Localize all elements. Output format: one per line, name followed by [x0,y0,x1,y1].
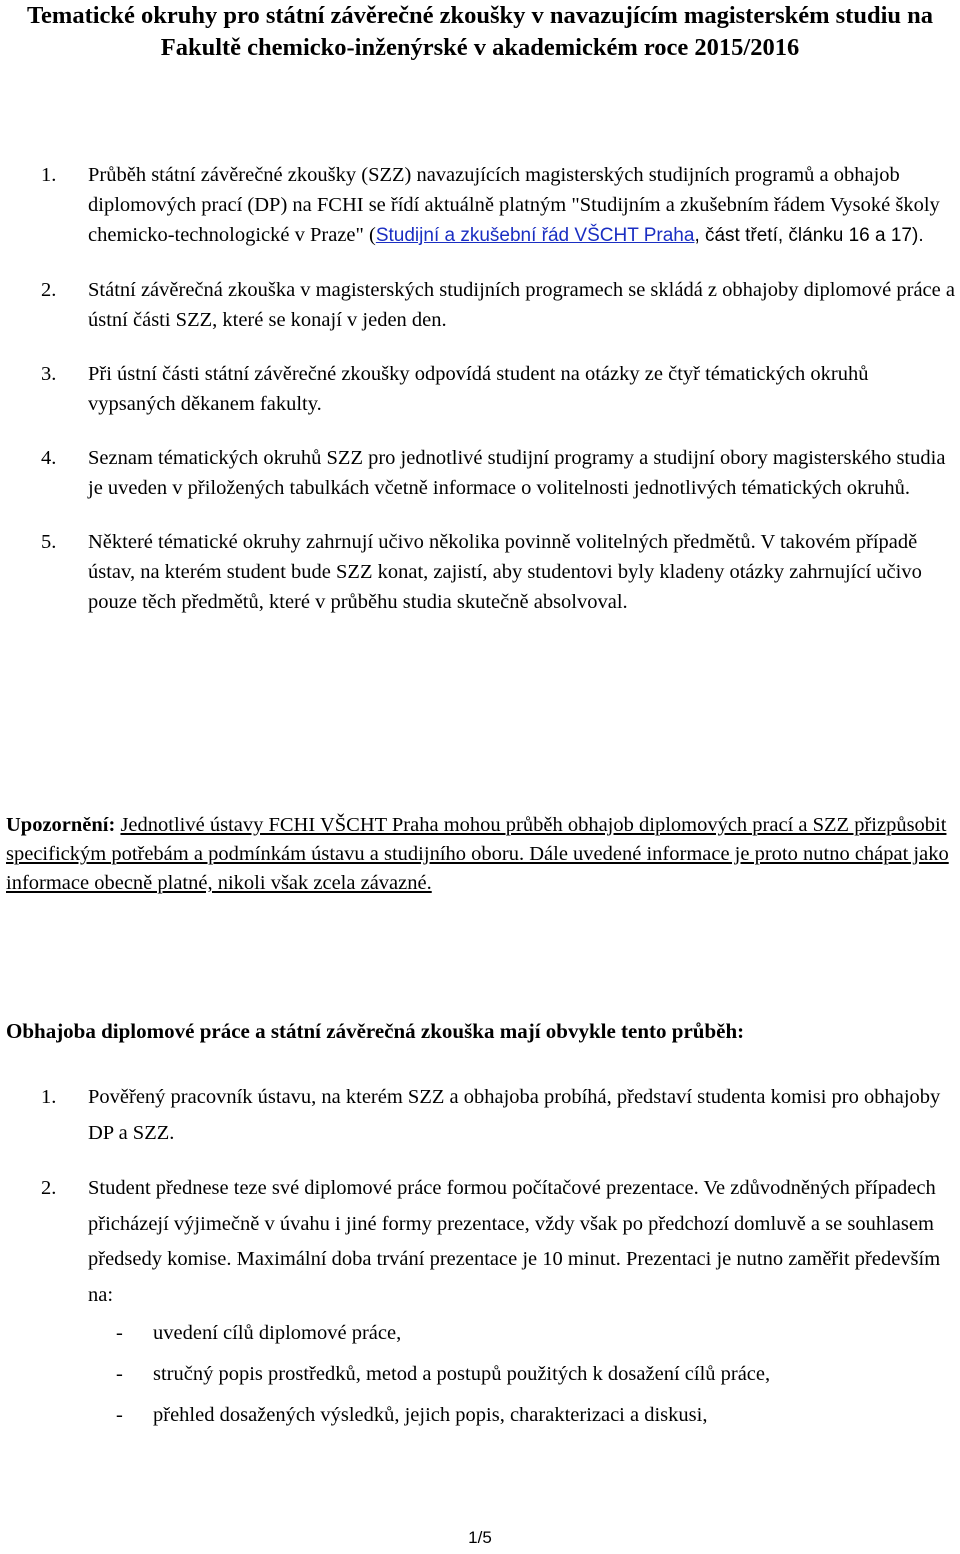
rule-item-2 [0,275,960,335]
item-text: Pověřený pracovník ústavu, na kterém SZZ a obhajoba probíhá, představí studenta komisi pro obhajoby DP a SZZ. [88,1086,941,1144]
list-item-text: stručný popis prostředků, metod a postupů použitých k dosažení cílů práce, [153,1363,771,1385]
item-text: Seznam tématických okruhů SZZ pro jednotlivé studijní programy a studijní obory magisterského studia je uveden v přiložených tabulkách včetně informace o volitelnosti jednotlivých tématických okruhů. [88,447,946,499]
item-number: 4. [41,447,57,469]
item-text-tail: , část třetí, článku 16 a 17). [694,225,924,246]
list-item [88,1313,960,1354]
rule-item-5 [0,527,960,617]
document-title: Tematické okruhy pro státní závěrečné zkoušky v navazujícím magisterském studiu na Fakultě chemicko-inženýrské v akademickém roce 2015/2016 [26,2,934,61]
item-text: Některé tématické okruhy zahrnují učivo několika povinně volitelných předmětů. V takovém případě ústav, na kterém student bude SZZ konat, zajistí, aby studentovi byly kladeny otázky zahrnující učivo pouze těch předmětů, které v průběhu studia skutečně absolvoval. [88,531,922,613]
list-item-text: uvedení cílů diplomové práce, [153,1322,402,1344]
item-text: Student přednese teze své diplomové práce formou počítačové prezentace. Ve zdůvodněných případech přicházejí výjimečně v úvahu i jiné formy prezentace, vždy však po předchozí domluvě a se souhlasem předsedy komise. Maximální doba trvání prezentace je 10 minut. Prezentaci je nutno zaměřit především na: [88,1177,941,1306]
rule-item-1 [0,160,960,251]
rule-item-3 [0,359,960,419]
warning-label: Upozornění: [6,814,116,836]
rules-link[interactable]: Studijní a zkušební řád VŠCHT Praha [375,225,695,246]
item-number: 2. [41,279,57,301]
page-number: 1/5 [468,1528,492,1547]
list-item [88,1354,960,1395]
item-number: 3. [41,363,57,385]
item-number: 5. [41,531,57,553]
item-number: 1. [41,1086,57,1108]
rule-item-4 [0,443,960,503]
item-text: Při ústní části státní závěrečné zkoušky odpovídá student na otázky ze čtyř tématických okruhů vypsaných děkanem fakulty. [88,363,869,415]
procedure-heading: Obhajoba diplomové práce a státní závěrečná zkouška mají obvykle tento průběh: [6,1019,745,1043]
procedure-item-2 [0,1171,960,1436]
procedure-list [0,1080,960,1436]
bullet-dash: - [116,1322,123,1344]
procedure-item-1 [0,1080,960,1151]
item-number: 1. [41,164,57,186]
rules-list [0,160,960,641]
item-text: Průběh státní závěrečné zkoušky (SZZ) navazujících magisterských studijních programů a obhajob diplomových prací (DP) na FCHI se řídí aktuálně platným "Studijním a zkušebním řádem Vysoké školy chemicko-technologické v Praze" ( [88,164,940,246]
bullet-dash: - [116,1363,123,1385]
warning-note [6,811,951,898]
list-item-text: přehled dosažených výsledků, jejich popis, charakterizaci a diskusi, [153,1404,708,1426]
item-number: 2. [41,1177,57,1199]
bullet-dash: - [116,1404,123,1426]
list-item [88,1395,960,1436]
warning-text: Jednotlivé ústavy FCHI VŠCHT Praha mohou průběh obhajob diplomových prací a SZZ přizpůsobit specifickým potřebám a podmínkám ústavu a studijního oboru. Dále uvedené informace je proto nutno chápat jako informace obecně platné, nikoli však zcela závazné. [6,814,949,894]
item-text: Státní závěrečná zkouška v magisterských studijních programech se skládá z obhajoby diplomové práce a ústní části SZZ, které se konají v jeden den. [88,279,955,331]
presentation-topics-list [88,1313,960,1436]
